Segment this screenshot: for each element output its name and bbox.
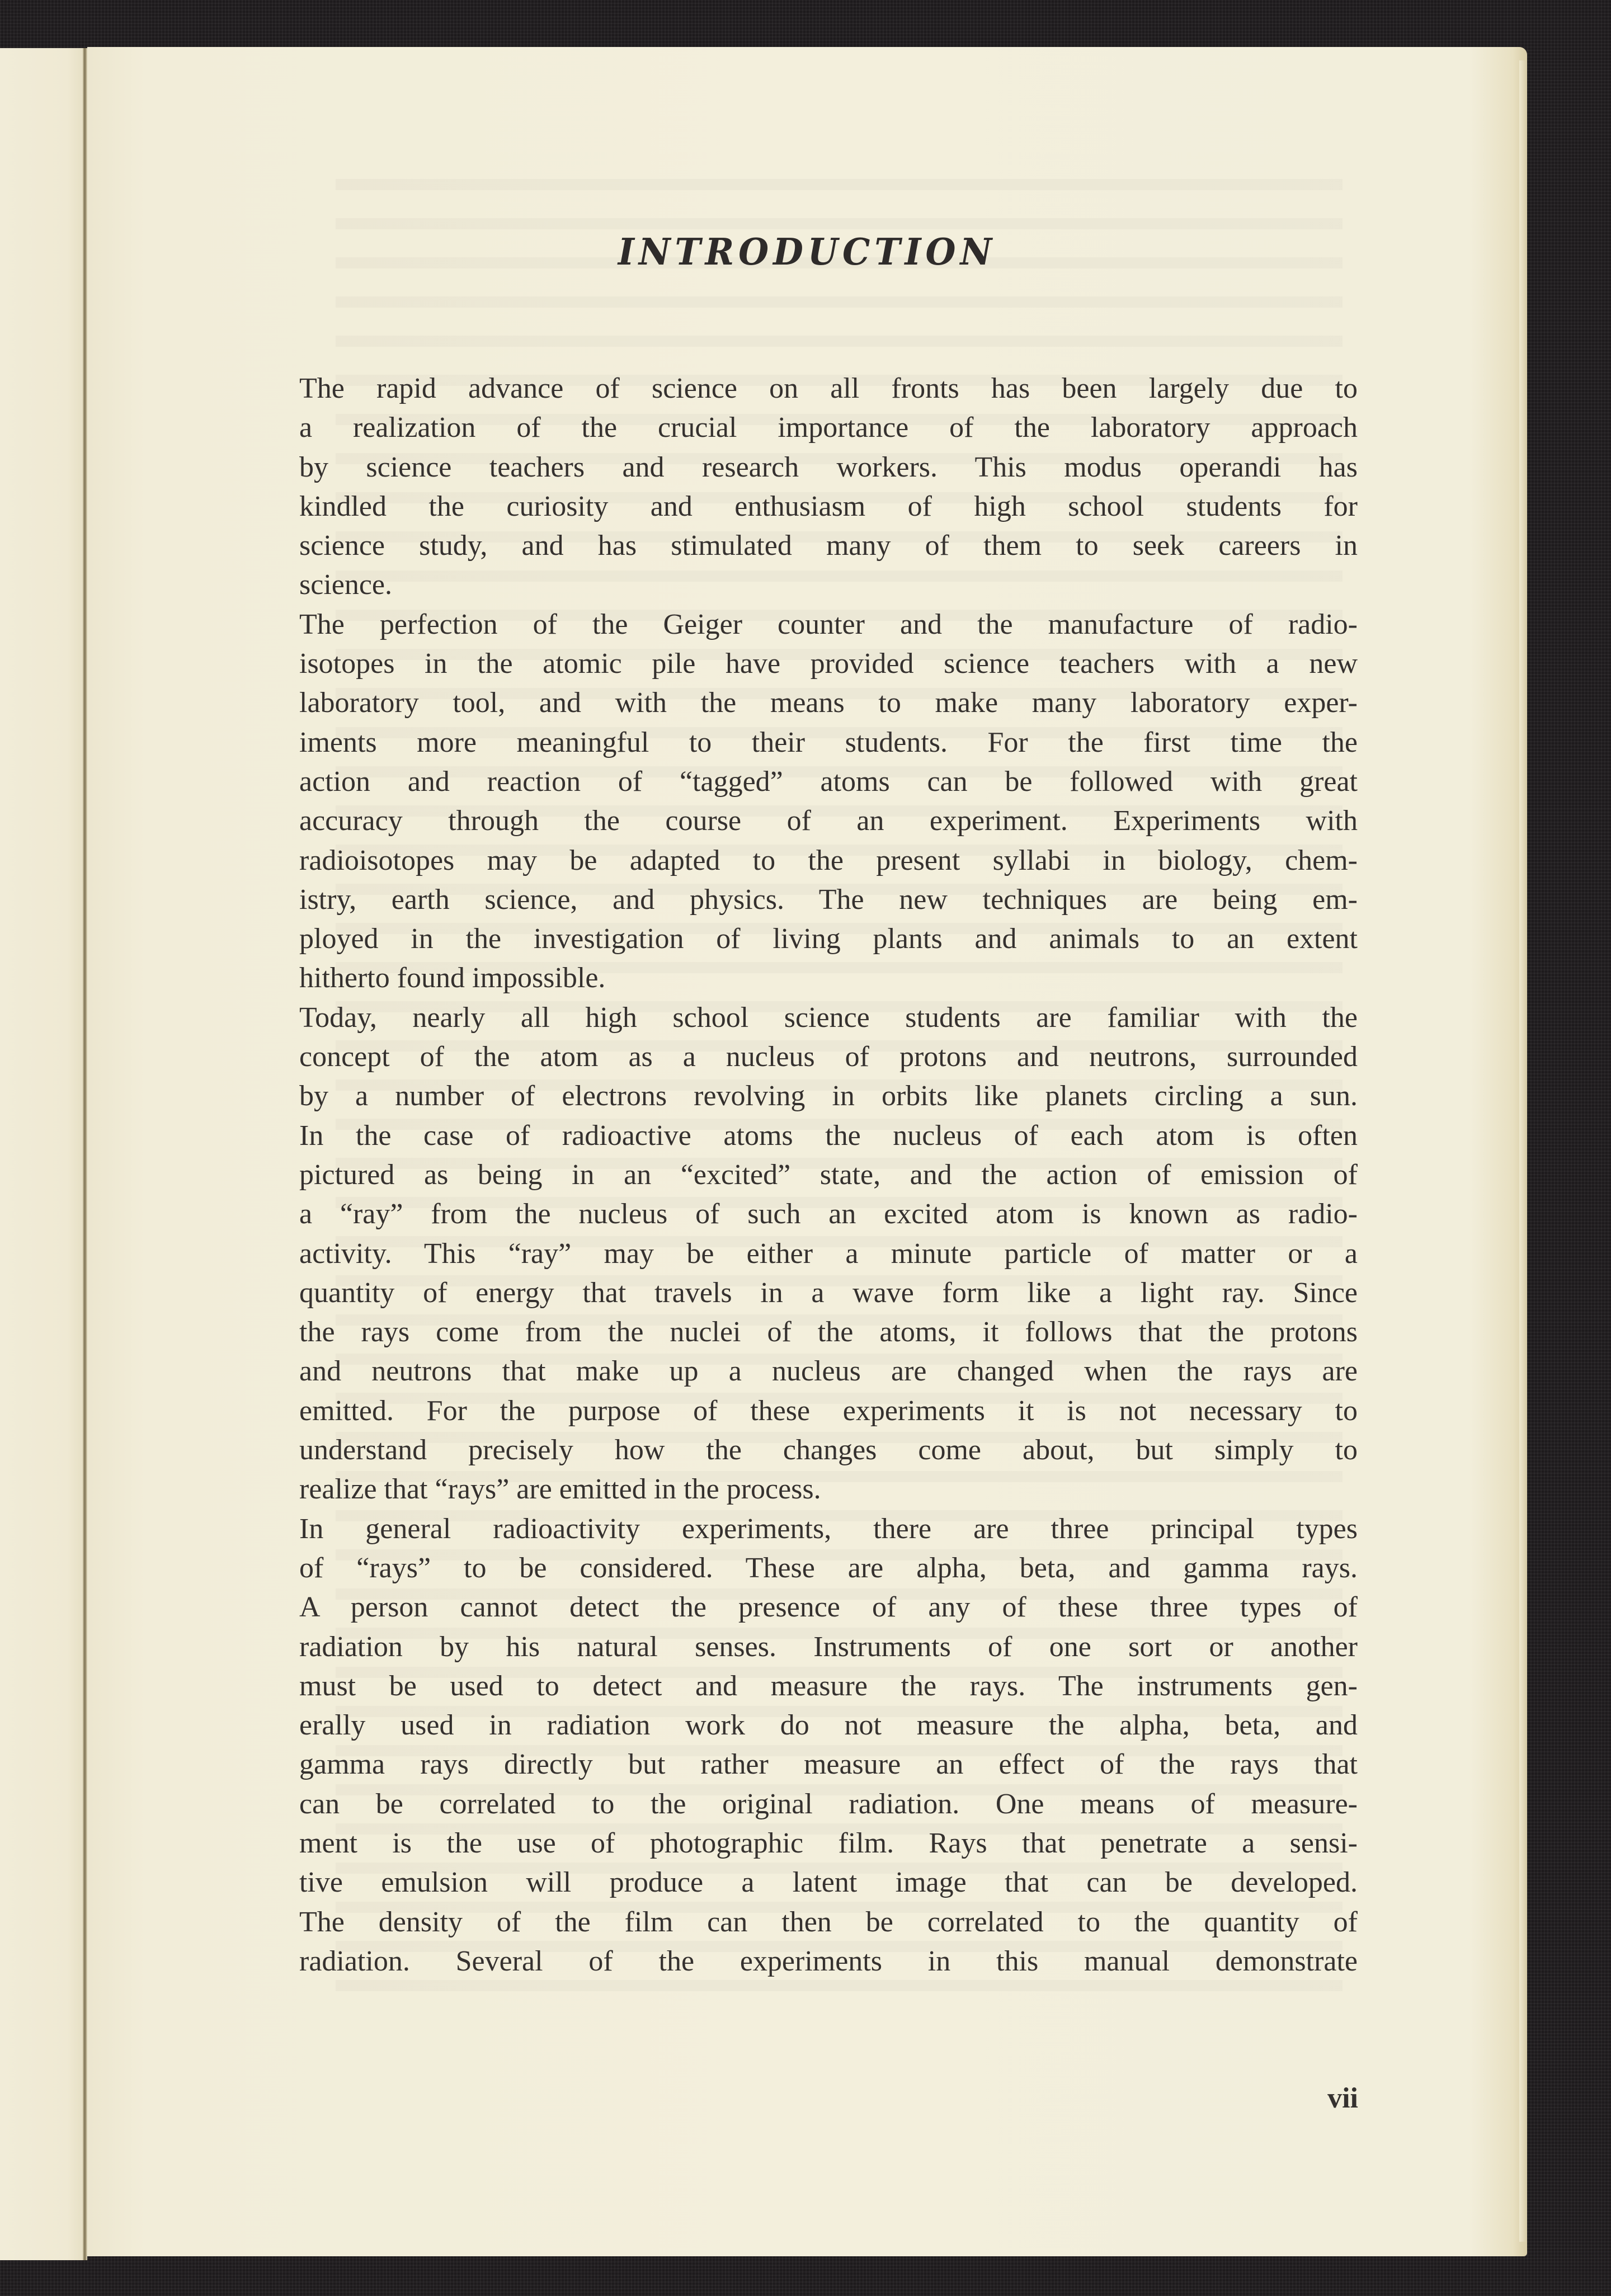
text-line: realize that “rays” are emitted in the process. — [299, 1473, 821, 1506]
text-line: laboratory tool, and with the means to make many laboratory exper- — [299, 687, 1358, 719]
paragraph-1 — [299, 369, 1358, 605]
text-line: science. — [299, 569, 393, 601]
text-line: activity. This “ray” may be either a minute particle of matter or a — [299, 1237, 1358, 1270]
text-line: concept of the atom as a nucleus of protons and neutrons, surrounded — [299, 1041, 1358, 1073]
page-edge — [1519, 60, 1527, 2242]
text-line: hitherto found impossible. — [299, 962, 606, 994]
text-line: radiation. Several of the experiments in this manual demonstrate — [299, 1945, 1358, 1977]
text-line: The rapid advance of science on all fronts has been largely due to — [299, 373, 1358, 404]
facing-page-edge — [0, 48, 84, 2260]
text-line: radiation by his natural senses. Instruments of one sort or another — [299, 1630, 1358, 1663]
text-line: tive emulsion will produce a latent image that can be developed. — [299, 1866, 1358, 1899]
paragraph-4 — [299, 1510, 1358, 1982]
text-line: ployed in the investigation of living plants and animals to an extent — [299, 923, 1358, 955]
text-line: ment is the use of photographic film. Rays that penetrate a sensi- — [299, 1827, 1358, 1859]
text-line: iments more meaningful to their students. For the first time the — [299, 726, 1358, 758]
text-line: a realization of the crucial importance of the laboratory approach — [299, 412, 1358, 444]
paragraph-2 — [299, 605, 1358, 998]
text-line: pictured as being in an “excited” state, and the action of emission of — [299, 1158, 1358, 1191]
text-line: a “ray” from the nucleus of such an excited atom is known as radio- — [299, 1198, 1358, 1230]
page-number: vii — [1327, 2082, 1358, 2114]
text-line: Today, nearly all high school science students are familiar with the — [299, 1001, 1358, 1034]
text-line: kindled the curiosity and enthusiasm of high school students for — [299, 490, 1358, 522]
book-gutter — [83, 48, 87, 2260]
text-line: The perfection of the Geiger counter and the manufacture of radio- — [299, 608, 1358, 640]
text-line: isotopes in the atomic pile have provided science teachers with a new — [299, 648, 1358, 680]
text-line: accuracy through the course of an experiment. Experiments with — [299, 805, 1358, 837]
text-line: the rays come from the nuclei of the atoms, it follows that the protons — [299, 1316, 1358, 1349]
text-line: and neutrons that make up a nucleus are changed when the rays are — [299, 1355, 1358, 1388]
text-line: emitted. For the purpose of these experiments it is not necessary to — [299, 1394, 1358, 1427]
text-line: understand precisely how the changes come about, but simply to — [299, 1434, 1358, 1467]
text-line: quantity of energy that travels in a wave form like a light ray. Since — [299, 1276, 1358, 1309]
text-line: radioisotopes may be adapted to the present syllabi in biology, chem- — [299, 844, 1358, 876]
text-line: can be correlated to the original radiation. One means of measure- — [299, 1788, 1358, 1820]
paragraph-3 — [299, 998, 1358, 1510]
text-line: by a number of electrons revolving in orbits like planets circling a sun. — [299, 1080, 1358, 1112]
text-line: action and reaction of “tagged” atoms can be followed with great — [299, 765, 1358, 798]
page-title: INTRODUCTION — [618, 230, 997, 274]
text-line: A person cannot detect the presence of any of these three types of — [299, 1591, 1358, 1624]
text-line: erally used in radiation work do not measure the alpha, beta, and — [299, 1709, 1358, 1742]
text-line: must be used to detect and measure the rays. The instruments gen- — [299, 1670, 1358, 1702]
text-line: gamma rays directly but rather measure an effect of the rays that — [299, 1748, 1358, 1781]
text-line: In the case of radioactive atoms the nucleus of each atom is often — [299, 1119, 1358, 1152]
text-line: science study, and has stimulated many of them to seek careers in — [299, 530, 1358, 562]
text-line: of “rays” to be considered. These are alpha, beta, and gamma rays. — [299, 1552, 1358, 1584]
body-text — [299, 369, 1358, 1981]
text-line: by science teachers and research workers. This modus operandi has — [299, 451, 1358, 483]
text-line: The density of the film can then be correlated to the quantity of — [299, 1906, 1358, 1938]
text-line: istry, earth science, and physics. The new techniques are being em- — [299, 883, 1358, 916]
text-line: In general radioactivity experiments, there are three principal types — [299, 1512, 1358, 1545]
